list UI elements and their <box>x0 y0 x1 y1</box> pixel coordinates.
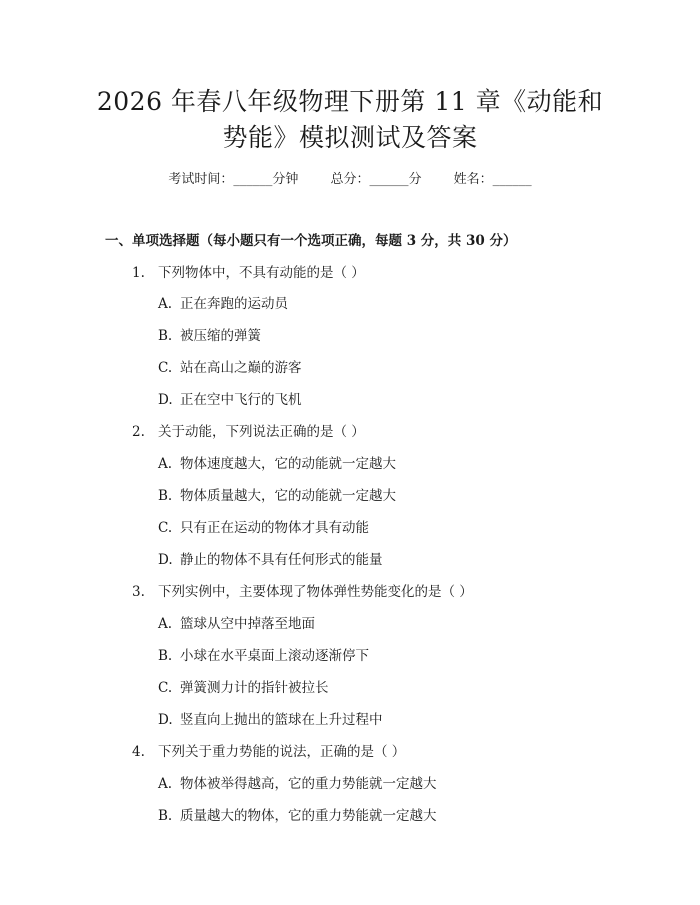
question-2-option-a <box>158 452 396 472</box>
option-text: 只有正在运动的物体才具有动能 <box>180 520 369 536</box>
question-text: 下列物体中，不具有动能的是（ ） <box>158 265 365 281</box>
option-letter: A. <box>158 616 173 632</box>
option-letter: A. <box>158 296 173 312</box>
option-text: 小球在水平桌面上滚动逐渐停下 <box>180 648 369 664</box>
question-4 <box>132 740 405 760</box>
question-text: 下列实例中，主要体现了物体弹性势能变化的是（ ） <box>158 584 473 600</box>
question-text: 下列关于重力势能的说法，正确的是（ ） <box>158 744 406 760</box>
option-letter: C. <box>158 680 173 696</box>
total-score-field: 总分：______分 <box>330 172 422 187</box>
question-2-option-d <box>158 548 383 568</box>
question-number: 4. <box>132 744 145 760</box>
option-letter: B. <box>158 328 173 344</box>
question-4-option-b <box>158 804 437 824</box>
option-letter: C. <box>158 520 173 536</box>
option-letter: B. <box>158 648 173 664</box>
question-2-option-b <box>158 484 396 504</box>
question-1-option-c <box>158 356 302 376</box>
option-text: 弹簧测力计的指针被拉长 <box>180 680 329 696</box>
option-text: 正在空中飞行的飞机 <box>180 392 302 408</box>
question-3-option-b <box>158 644 369 664</box>
option-text: 静止的物体不具有任何形式的能量 <box>180 552 383 568</box>
option-text: 篮球从空中掉落至地面 <box>180 616 315 632</box>
option-letter: D. <box>158 392 173 408</box>
option-letter: B. <box>158 488 173 504</box>
option-letter: D. <box>158 552 173 568</box>
question-1-option-d <box>158 388 302 408</box>
option-letter: C. <box>158 360 173 376</box>
option-text: 物体速度越大，它的动能就一定越大 <box>180 456 396 472</box>
question-4-option-a <box>158 772 437 792</box>
question-1-option-a <box>158 292 288 312</box>
question-number: 2. <box>132 424 145 440</box>
option-text: 被压缩的弹簧 <box>180 328 261 344</box>
question-number: 3. <box>132 584 145 600</box>
question-text: 关于动能，下列说法正确的是（ ） <box>158 424 365 440</box>
option-text: 正在奔跑的运动员 <box>180 296 288 312</box>
question-3-option-a <box>158 612 315 632</box>
option-text: 物体质量越大，它的动能就一定越大 <box>180 488 396 504</box>
option-text: 竖直向上抛出的篮球在上升过程中 <box>180 712 383 728</box>
option-text: 物体被举得越高，它的重力势能就一定越大 <box>180 776 437 792</box>
option-text: 站在高山之巅的游客 <box>180 360 302 376</box>
option-letter: D. <box>158 712 173 728</box>
exam-meta <box>0 168 700 187</box>
question-1 <box>132 261 365 281</box>
option-letter: A. <box>158 456 173 472</box>
option-text: 质量越大的物体，它的重力势能就一定越大 <box>180 808 437 824</box>
exam-time-field: 考试时间：______分钟 <box>168 172 299 187</box>
question-3-option-d <box>158 708 383 728</box>
question-2 <box>132 420 365 440</box>
question-number: 1. <box>132 265 145 281</box>
question-2-option-c <box>158 516 369 536</box>
option-letter: A. <box>158 776 173 792</box>
document-title-line2: 势能》模拟测试及答案 <box>222 123 478 152</box>
section-heading: 一、单项选择题（每小题只有一个选项正确，每题 3 分，共 30 分） <box>105 233 517 249</box>
question-1-option-b <box>158 324 261 344</box>
student-name-field: 姓名：______ <box>453 172 532 187</box>
option-letter: B. <box>158 808 173 824</box>
question-3-option-c <box>158 676 329 696</box>
question-3 <box>132 580 473 600</box>
document-title-line1: 2026 年春八年级物理下册第 11 章《动能和 <box>96 87 604 116</box>
